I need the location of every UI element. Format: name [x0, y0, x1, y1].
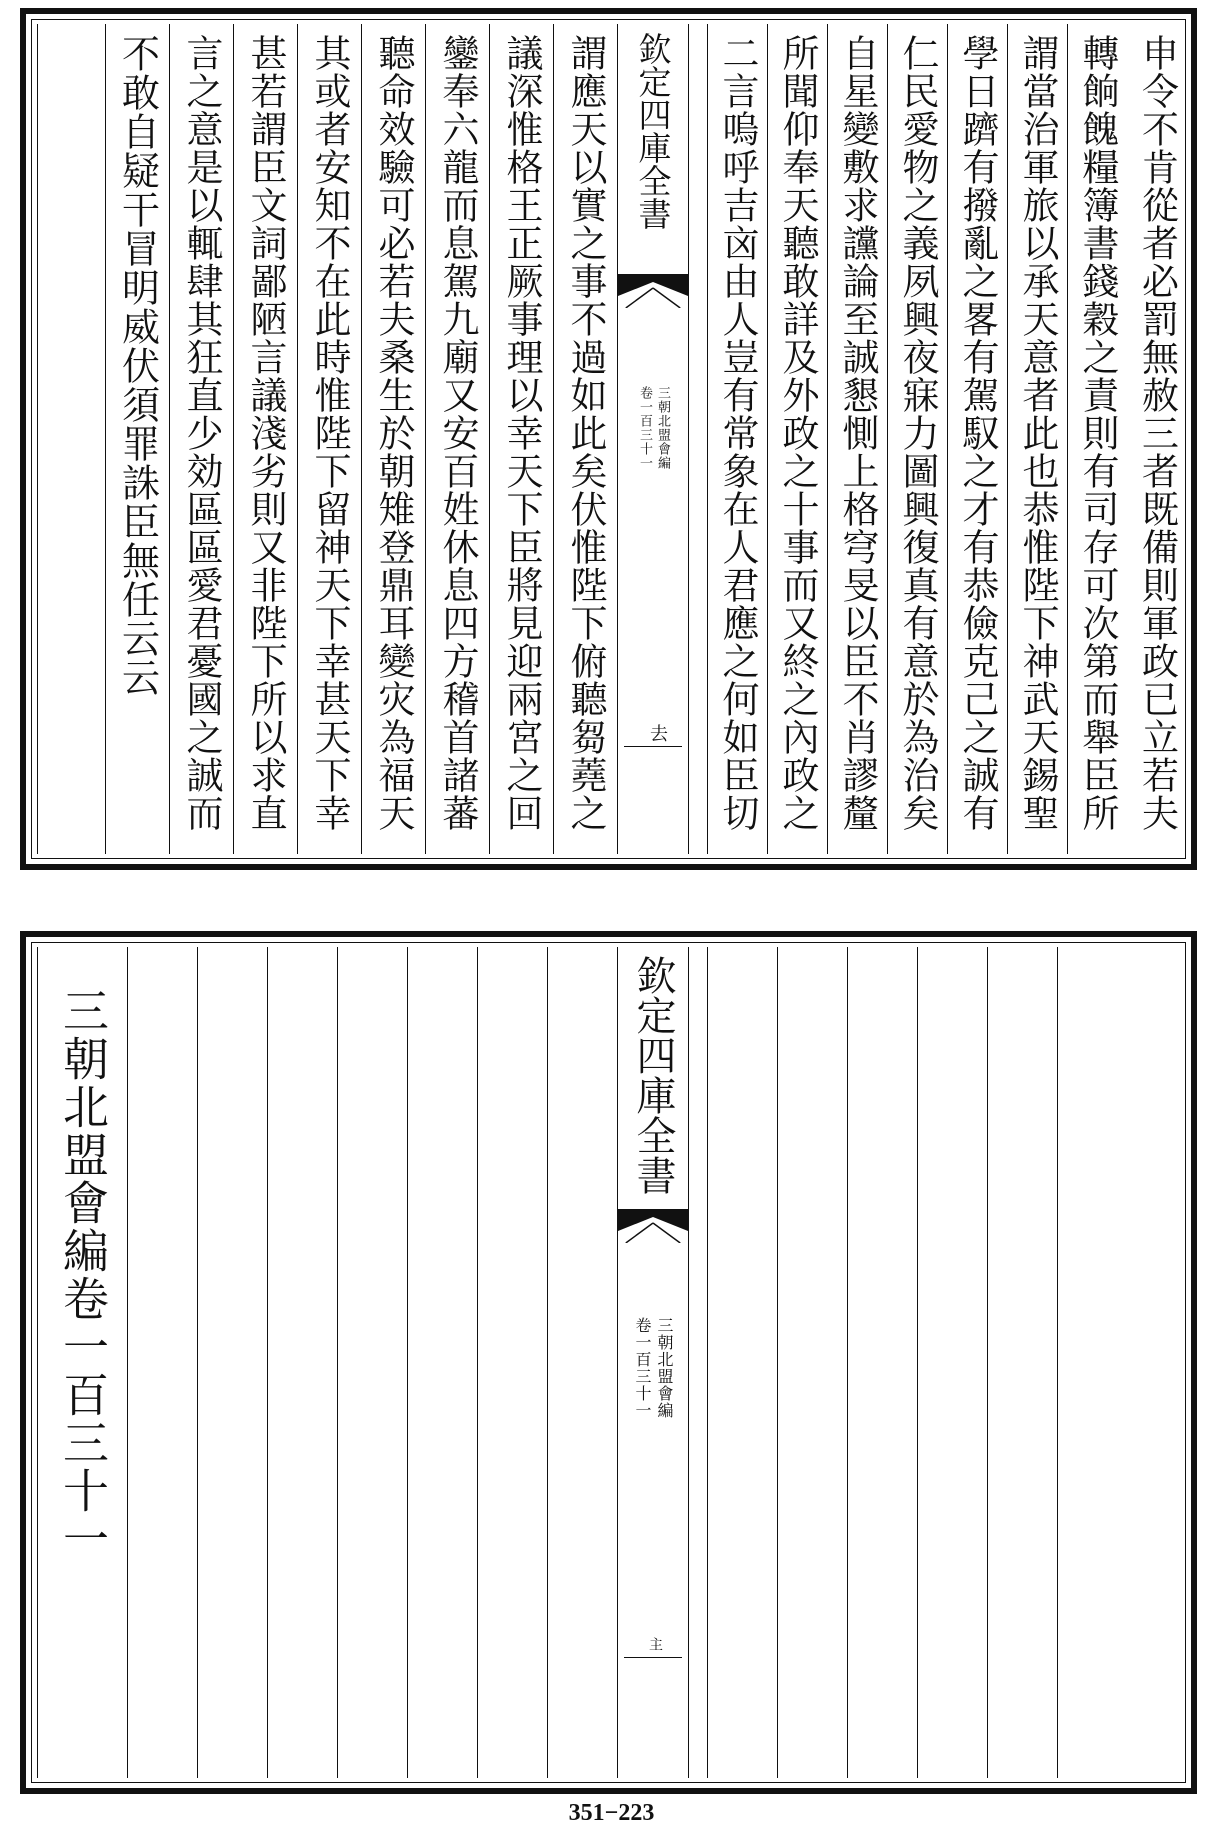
column-text: 轉餉餽糧簿書錢穀之責則有司存可次第而舉臣所: [1076, 34, 1119, 832]
center-book-title: 三朝北盟會編: [655, 386, 670, 470]
text-column: [425, 24, 489, 854]
volume-end-title: 三朝北盟會編卷一百三十一: [55, 987, 110, 1563]
column-text: 申令不肯從者必罰無赦三者既備則軍政已立若夫: [1135, 34, 1179, 832]
center-leaf-number: 主: [647, 1637, 663, 1651]
empty-column: [477, 947, 547, 1778]
text-column: [1067, 24, 1127, 854]
empty-column: [37, 24, 105, 854]
empty-column: [127, 947, 197, 1778]
center-book-title: 三朝北盟會編: [655, 1317, 674, 1419]
empty-column: [1127, 947, 1187, 1778]
center-fold: [617, 24, 689, 854]
text-column: [553, 24, 617, 854]
column-text: 所聞仰奉天聽敢詳及外政之十事而又終之內政之: [776, 34, 819, 832]
empty-column: [707, 947, 777, 1778]
text-column: [947, 24, 1007, 854]
center-fold: [617, 947, 689, 1778]
center-volume: 卷一百三十一: [637, 386, 652, 470]
upper-book-page: [20, 8, 1197, 870]
column-text: 議深惟格王正厥事理以幸天下臣將見迎兩宮之回: [500, 34, 543, 832]
column-text: 不敢自疑干冒明威伏須罪誅臣無任云云: [115, 34, 160, 697]
text-column: [169, 24, 233, 854]
page-number: 351−223: [568, 1800, 655, 1826]
fishtail-mark-icon: [618, 1209, 688, 1243]
empty-column: [337, 947, 407, 1778]
lower-book-page: [20, 931, 1197, 1794]
center-tick: [624, 746, 682, 747]
empty-column: [197, 947, 267, 1778]
center-volume: 卷一百三十一: [633, 1317, 652, 1419]
center-title: 欽定四庫全書: [633, 32, 673, 230]
text-column: [767, 24, 827, 854]
text-column: [707, 24, 767, 854]
text-column: [827, 24, 887, 854]
empty-column: [267, 947, 337, 1778]
column-text: 鑾奉六龍而息駕九廟又安百姓休息四方稽首諸蕃: [436, 34, 479, 832]
empty-column: [987, 947, 1057, 1778]
volume-title-column: [37, 947, 127, 1778]
text-column: [489, 24, 553, 854]
text-column: [1007, 24, 1067, 854]
empty-column: [1057, 947, 1127, 1778]
column-text: 言之意是以輒肆其狂直少効區區愛君憂國之誠而: [180, 34, 223, 832]
empty-column: [847, 947, 917, 1778]
fishtail-mark-icon: [618, 274, 688, 308]
text-column: [105, 24, 169, 854]
column-text: 學日躋有撥亂之畧有駕馭之才有恭儉克己之誠有: [956, 34, 999, 832]
empty-column: [407, 947, 477, 1778]
center-title: 欽定四庫全書: [630, 955, 676, 1195]
text-column: [1127, 24, 1187, 854]
empty-column: [917, 947, 987, 1778]
column-text: 其或者安知不在此時惟陛下留神天下幸甚天下幸: [308, 34, 351, 832]
empty-column: [777, 947, 847, 1778]
center-tick: [624, 1657, 682, 1658]
column-text: 聽命效驗可必若夫桑生於朝雉登鼎耳變灾為福天: [372, 34, 415, 832]
column-text: 二言嗚呼吉㐫由人豈有常象在人君應之何如臣切: [716, 34, 759, 832]
column-text: 謂應天以實之事不過如此矣伏惟陛下俯聽芻蕘之: [564, 34, 607, 832]
center-leaf-number: 去: [647, 724, 668, 742]
column-text: 仁民愛物之義夙興夜寐力圖興復真有意於為治矣: [896, 34, 939, 832]
text-column: [887, 24, 947, 854]
text-column: [361, 24, 425, 854]
empty-column: [547, 947, 617, 1778]
text-column: [233, 24, 297, 854]
column-text: 謂當治軍旅以承天意者此也恭惟陛下神武天錫聖: [1016, 34, 1059, 832]
text-column: [297, 24, 361, 854]
column-text: 自星變敷求讜論至誠懇惻上格穹旻以臣不肖謬釐: [836, 34, 879, 832]
column-text: 甚若謂臣文詞鄙陋言議淺劣則又非陛下所以求直: [244, 34, 287, 832]
